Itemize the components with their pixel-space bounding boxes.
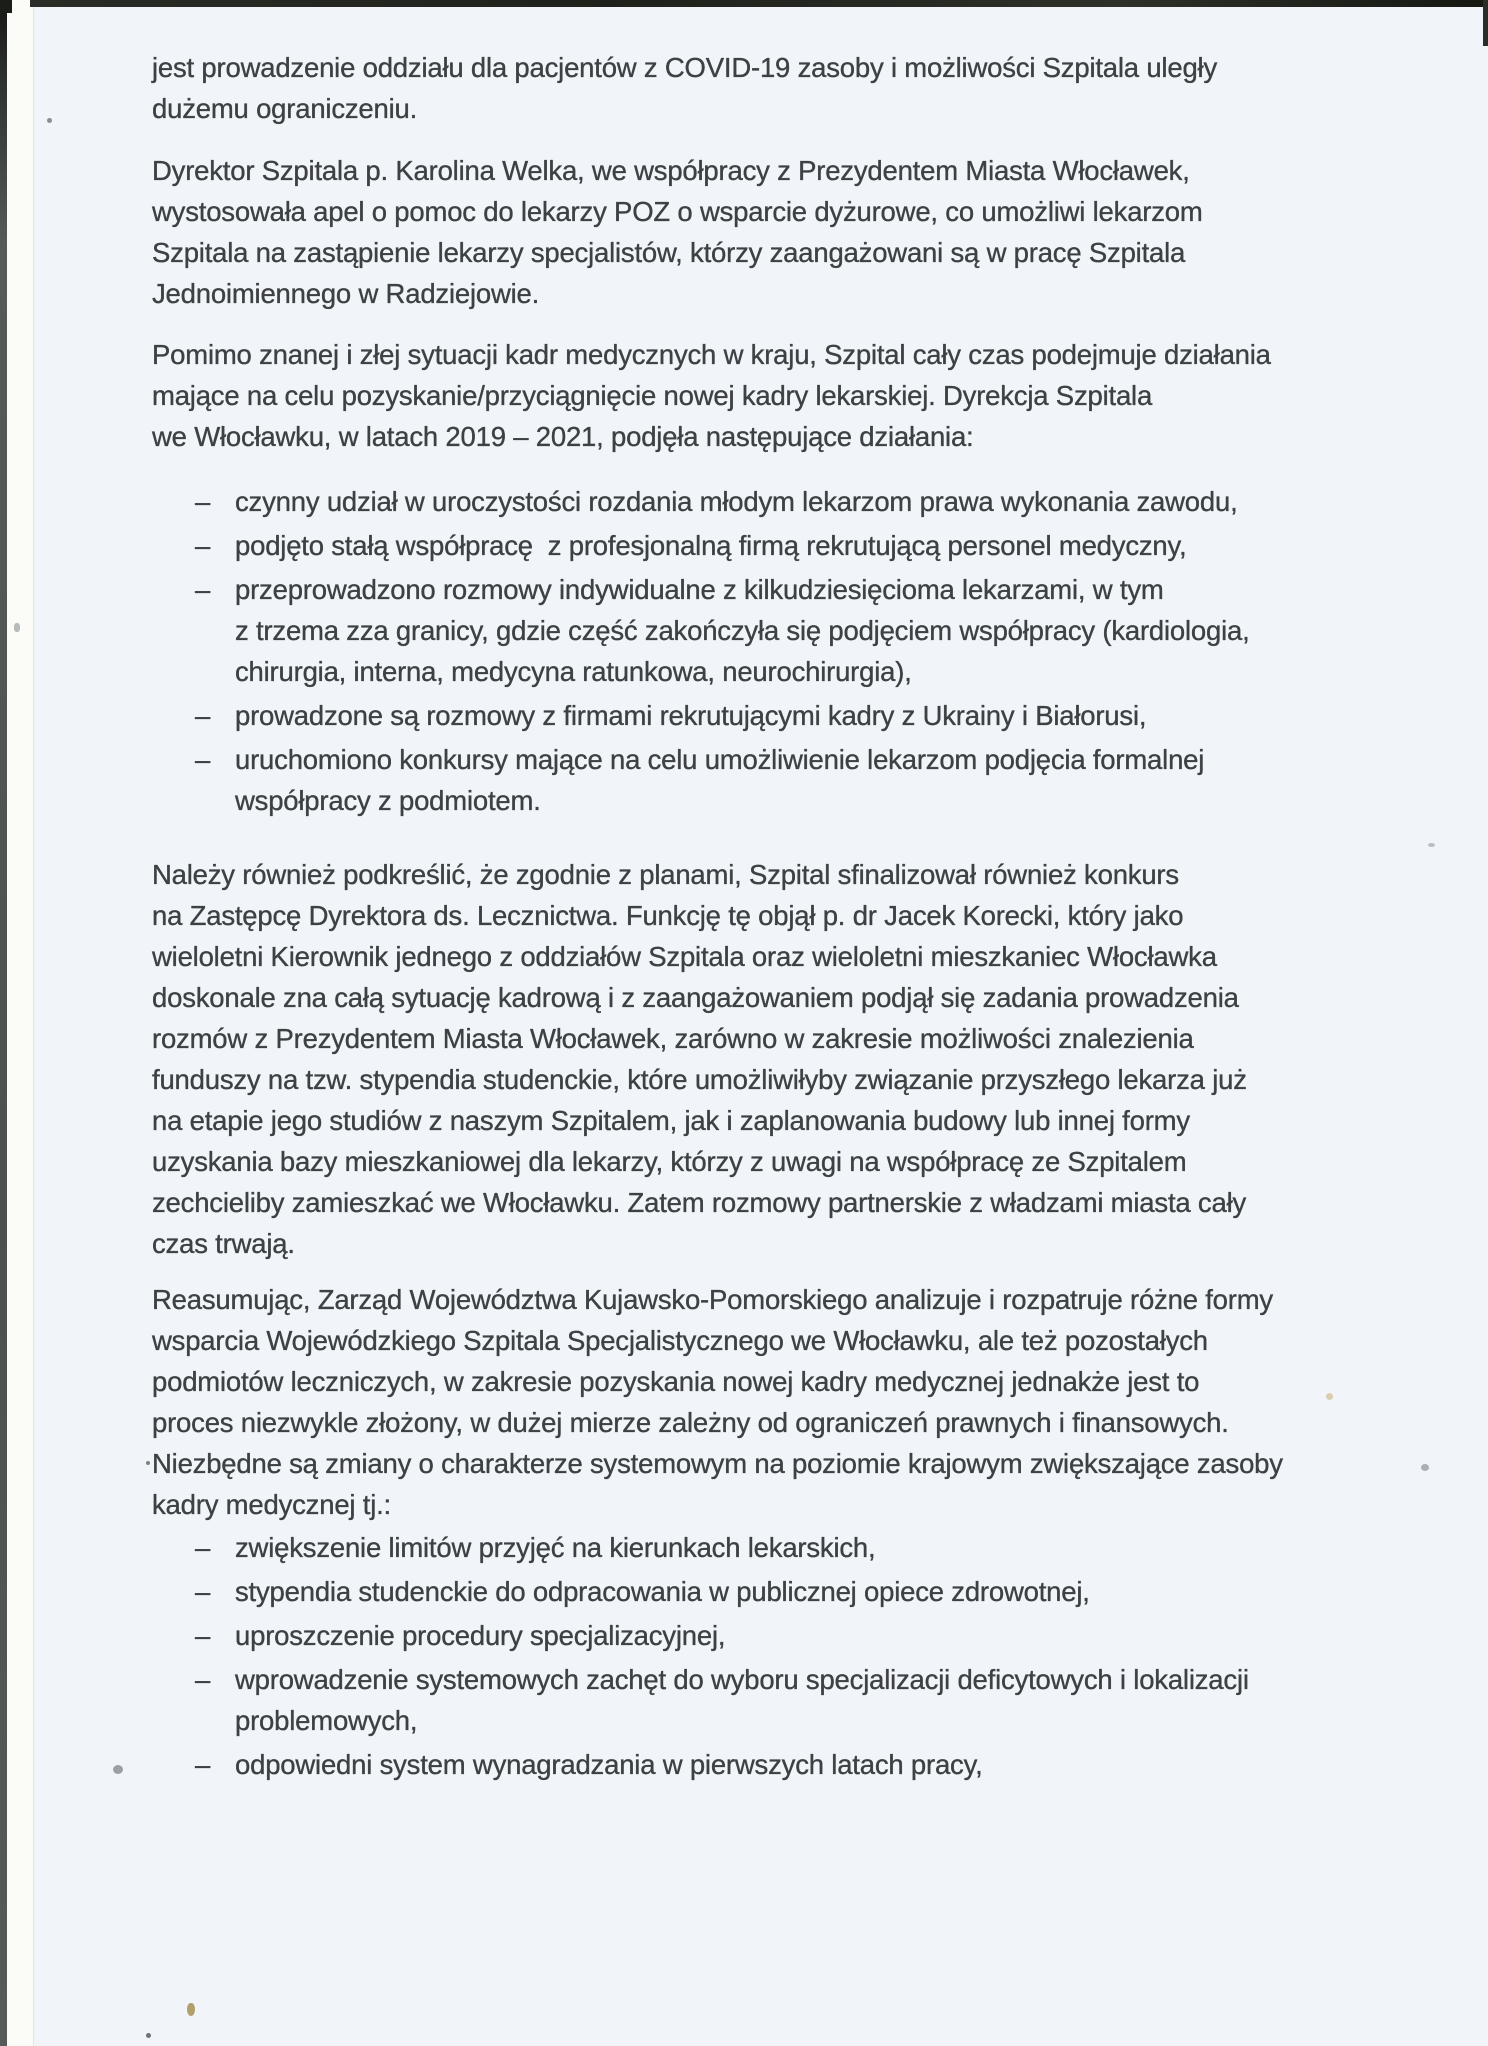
list-item-text: zwiększenie limitów przyjęć na kierunkach lekarskich, <box>235 1532 876 1563</box>
text-line: uzyskania bazy mieszkaniowej dla lekarzy, którzy z uwagi na współpracę ze Szpitalem <box>152 1146 1187 1177</box>
dash-bullet: – <box>195 1532 211 1563</box>
text-line: wieloletni Kierownik jednego z oddziałów Szpitala oraz wieloletni mieszkaniec Włocławka <box>152 941 1217 972</box>
text-line: na Zastępcę Dyrektora ds. Lecznictwa. Funkcję tę objął p. dr Jacek Korecki, który jako <box>152 900 1184 931</box>
text-line: na etapie jego studiów z naszym Szpitalem, jak i zaplanowania budowy lub innej formy <box>152 1105 1190 1136</box>
scan-left-edge <box>0 0 7 2046</box>
text-line: kadry medycznej tj.: <box>152 1489 392 1520</box>
text-line: we Włocławku, w latach 2019 – 2021, podjęła następujące działania: <box>152 421 974 452</box>
dash-bullet: – <box>195 574 211 605</box>
list-item <box>152 739 1462 821</box>
text-line: podmiotów leczniczych, w zakresie pozyskania nowej kadry medycznej jednakże jest to <box>152 1366 1200 1397</box>
paragraph-1 <box>152 47 1462 129</box>
text-line: jest prowadzenie oddziału dla pacjentów z COVID-19 zasoby i możliwości Szpitala uległy <box>152 52 1217 83</box>
list-item <box>152 1571 1462 1612</box>
dash-bullet: – <box>195 1749 211 1780</box>
scan-speck <box>1428 843 1435 847</box>
scan-speck <box>187 2003 195 2016</box>
text-line: Należy również podkreślić, że zgodnie z planami, Szpital sfinalizował również konkurs <box>152 859 1179 890</box>
text-line: funduszy na tzw. stypendia studenckie, które umożliwiłyby związanie przyszłego lekarza już <box>152 1064 1247 1095</box>
bullet-list-actions <box>152 481 1462 821</box>
text-line: Pomimo znanej i złej sytuacji kadr medycznych w kraju, Szpital cały czas podejmuje działania <box>152 339 1271 370</box>
paragraph-3 <box>152 334 1462 457</box>
scan-speck <box>1421 1464 1429 1471</box>
list-item-text: przeprowadzono rozmowy indywidualne z kilkudziesięcioma lekarzami, w tym z trzema zza granicy, gdzie część zakończyła się podjęciem współpracy (kardiologia, chirurgia, interna, medycyna ratunkowa, neurochirurgia), <box>235 574 1250 687</box>
text-line: Dyrektor Szpitala p. Karolina Welka, we współpracy z Prezydentem Miasta Włocławek, <box>152 155 1190 186</box>
paragraph-2 <box>152 150 1462 314</box>
list-item-text: stypendia studenckie do odpracowania w publicznej opiece zdrowotnej, <box>235 1576 1090 1607</box>
dash-bullet: – <box>195 744 211 775</box>
scan-speck <box>113 1765 123 1774</box>
list-item <box>152 569 1462 692</box>
scan-speck <box>146 1461 150 1465</box>
text-line: zechcieliby zamieszkać we Włocławku. Zatem rozmowy partnerskie z władzami miasta cały <box>152 1187 1247 1218</box>
text-line: dużemu ograniczeniu. <box>152 93 418 124</box>
scan-speck <box>1326 1393 1333 1400</box>
text-line: Niezbędne są zmiany o charakterze systemowym na poziomie krajowym zwiększające zasoby <box>152 1448 1283 1479</box>
dash-bullet: – <box>195 530 211 561</box>
scan-right-edge-top <box>1483 0 1488 46</box>
list-item <box>152 1744 1462 1785</box>
list-item-text: podjęto stałą współpracę z profesjonalną firmą rekrutującą personel medyczny, <box>235 530 1187 561</box>
dash-bullet: – <box>195 700 211 731</box>
list-item <box>152 1527 1462 1568</box>
scan-speck <box>146 2033 151 2038</box>
dash-bullet: – <box>195 1664 211 1695</box>
list-item-text: wprowadzenie systemowych zachęt do wyboru specjalizacji deficytowych i lokalizacji problemowych, <box>235 1664 1249 1736</box>
list-item <box>152 481 1462 522</box>
list-item <box>152 695 1462 736</box>
paragraph-5 <box>152 1279 1462 1525</box>
list-item <box>152 525 1462 566</box>
scan-corner-notch <box>0 0 12 13</box>
scan-paper-edge-strip <box>7 0 34 2046</box>
text-line: doskonale zna całą sytuację kadrową i z zaangażowaniem podjął się zadania prowadzenia <box>152 982 1239 1013</box>
text-line: Szpitala na zastąpienie lekarzy specjalistów, którzy zaangażowani są w pracę Szpitala <box>152 237 1186 268</box>
list-item-text: czynny udział w uroczystości rozdania młodym lekarzom prawa wykonania zawodu, <box>235 486 1238 517</box>
bullet-list-system-changes <box>152 1527 1462 1785</box>
list-item <box>152 1659 1462 1741</box>
text-line: wsparcia Wojewódzkiego Szpitala Specjalistycznego we Włocławku, ale też pozostałych <box>152 1325 1208 1356</box>
text-line: wystosowała apel o pomoc do lekarzy POZ o wsparcie dyżurowe, co umożliwi lekarzom <box>152 196 1203 227</box>
scan-speck <box>47 118 52 123</box>
document-body <box>152 47 1462 1785</box>
dash-bullet: – <box>195 1620 211 1651</box>
text-line: rozmów z Prezydentem Miasta Włocławek, zarówno w zakresie możliwości znalezienia <box>152 1023 1194 1054</box>
text-line: Jednoimiennego w Radziejowie. <box>152 278 540 309</box>
text-line: mające na celu pozyskanie/przyciągnięcie nowej kadry lekarskiej. Dyrekcja Szpitala <box>152 380 1153 411</box>
text-line: czas trwają. <box>152 1228 295 1259</box>
dash-bullet: – <box>195 486 211 517</box>
scan-top-edge <box>30 0 1488 7</box>
paragraph-4 <box>152 854 1462 1264</box>
list-item-text: uruchomiono konkursy mające na celu umożliwienie lekarzom podjęcia formalnej współpracy z podmiotem. <box>235 744 1205 816</box>
list-item-text: prowadzone są rozmowy z firmami rekrutującymi kadry z Ukrainy i Białorusi, <box>235 700 1147 731</box>
list-item-text: odpowiedni system wynagradzania w pierwszych latach pracy, <box>235 1749 983 1780</box>
list-item-text: uproszczenie procedury specjalizacyjnej, <box>235 1620 726 1651</box>
list-item <box>152 1615 1462 1656</box>
text-line: proces niezwykle złożony, w dużej mierze zależny od ograniczeń prawnych i finansowych. <box>152 1407 1229 1438</box>
scan-speck <box>14 623 20 632</box>
text-line: Reasumując, Zarząd Województwa Kujawsko-Pomorskiego analizuje i rozpatruje różne formy <box>152 1284 1273 1315</box>
dash-bullet: – <box>195 1576 211 1607</box>
